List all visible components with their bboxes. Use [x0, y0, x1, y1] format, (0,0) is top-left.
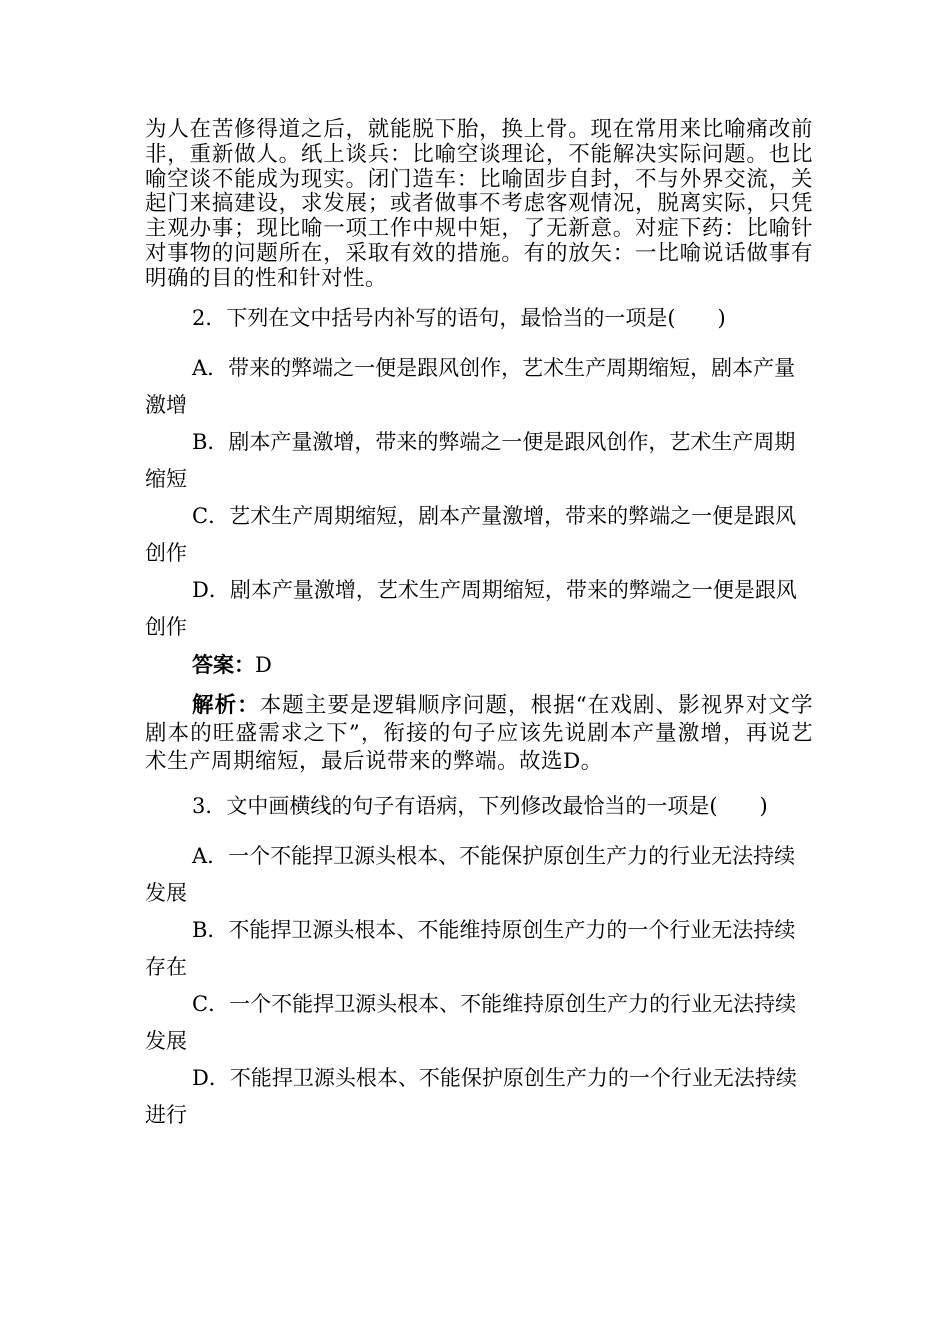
question-2-option-c: C．艺术生产周期缩短，剧本产量激增，带来的弊端之一便是跟风创作	[145, 503, 797, 565]
answer-value: D	[255, 652, 272, 677]
question-2-answer	[145, 646, 813, 684]
question-2-stem: 2．下列在文中括号内补写的语句，最恰当的一项是( )	[192, 305, 726, 330]
question-3-option-a: A．一个不能捍卫源头根本、不能保护原创生产力的行业无法持续发展	[145, 843, 796, 905]
answer-label: 答案：	[192, 651, 255, 677]
question-2-explanation	[145, 692, 813, 776]
question-3-option-d: D．不能捍卫源头根本、不能保护原创生产力的一个行业无法持续进行	[145, 1065, 797, 1127]
question-3-stem: 3．文中画横线的句子有语病，下列修改最恰当的一项是( )	[192, 793, 768, 818]
question-2-option-a: A．带来的弊端之一便是跟风创作，艺术生产周期缩短，剧本产量激增	[145, 355, 796, 417]
intro-paragraph: 为人在苦修得道之后，就能脱下胎，换上骨。现在常用来比喻痛改前非，重新做人。纸上谈兵：比喻空谈理论，不能解决实际问题。也比喻空谈不能成为现实。闭门造车：比喻固步自封，不与外界交流，关起门来搞建设，求发展；或者做事不考虑客观情况，脱离实际，只凭主观办事；现比喻一项工作中规中矩，了无新意。对症下药：比喻针对事物的问题所在，采取有效的措施。有的放矢：一比喻说话做事有明确的目的性和针对性。	[145, 117, 813, 291]
question-2-option-b: B．剧本产量激增，带来的弊端之一便是跟风创作，艺术生产周期缩短	[145, 429, 796, 491]
document-page	[145, 118, 813, 1134]
question-3-option-c: C．一个不能捍卫源头根本、不能维持原创生产力的行业无法持续发展	[145, 991, 797, 1053]
question-3-option-b: B．不能捍卫源头根本、不能维持原创生产力的一个行业无法持续存在	[145, 917, 796, 979]
question-2-option-d: D．剧本产量激增，艺术生产周期缩短，带来的弊端之一便是跟风创作	[145, 577, 797, 639]
explanation-text: 本题主要是逻辑顺序问题，根据“在戏剧、影视界对文学剧本的旺盛需求之下”，衔接的句子应该先说剧本产量激增，再说艺术生产周期缩短，最后说带来的弊端。故选D。	[145, 692, 813, 774]
explanation-label: 解析：	[192, 692, 260, 718]
